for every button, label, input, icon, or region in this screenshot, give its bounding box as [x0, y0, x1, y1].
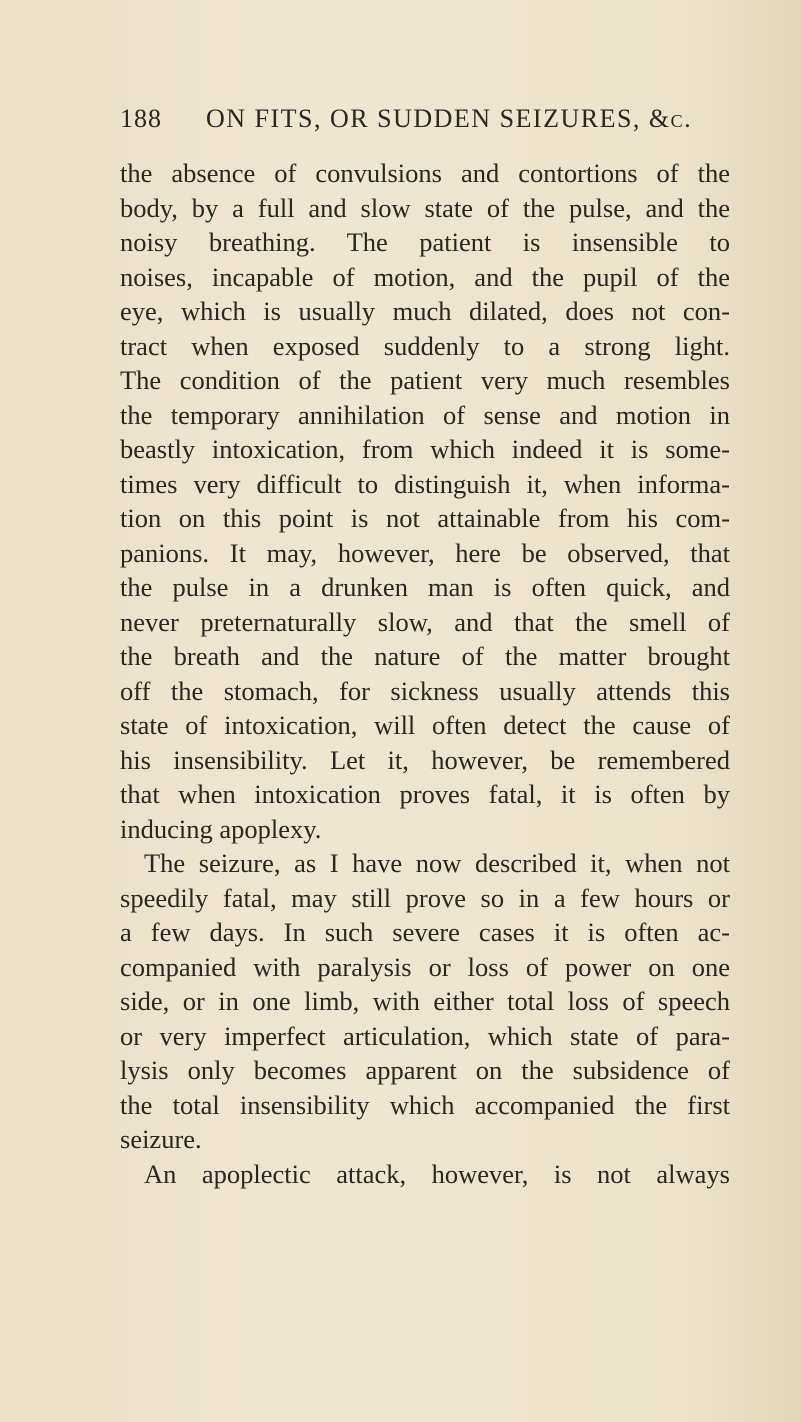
- text-line: the breath and the nature of the matter brought: [120, 641, 730, 671]
- text-line: inducing apoplexy.: [120, 813, 322, 844]
- text-line: or very imperfect articulation, which state of para-: [120, 1020, 730, 1051]
- text-line: side, or in one limb, with either total loss of speech: [120, 986, 730, 1016]
- text-line: panions. It may, however, here be observed, that: [120, 537, 730, 568]
- text-line: state of intoxication, will often detect the cause of: [120, 710, 730, 740]
- text-line: An apoplectic attack, however, is not always: [144, 1158, 730, 1189]
- text-line: times very difficult to distinguish it, when informa-: [120, 468, 730, 499]
- text-line: lysis only becomes apparent on the subsidence of: [120, 1055, 730, 1085]
- text-line: his insensibility. Let it, however, be remembered: [120, 744, 730, 775]
- text-line: tion on this point is not attainable from his com-: [120, 503, 730, 533]
- text-line: the pulse in a drunken man is often quick, and: [120, 572, 730, 602]
- text-line: that when intoxication proves fatal, it is often by: [120, 779, 730, 809]
- page-number: 188: [120, 104, 162, 133]
- text-line: beastly intoxication, from which indeed it is some-: [120, 434, 730, 464]
- page-header: [120, 104, 720, 144]
- text-line: never preternaturally slow, and that the smell of: [120, 606, 730, 637]
- text-line: speedily fatal, may still prove so in a few hours or: [120, 882, 730, 913]
- text-line: off the stomach, for sickness usually attends this: [120, 675, 730, 706]
- text-line: the temporary annihilation of sense and motion in: [120, 399, 730, 430]
- text-line: The condition of the patient very much resembles: [120, 365, 730, 395]
- running-head: ON FITS, OR SUDDEN SEIZURES, &c.: [206, 104, 693, 133]
- text-line: a few days. In such severe cases it is often ac-: [120, 917, 730, 947]
- text-line: eye, which is usually much dilated, does not con-: [120, 296, 730, 326]
- text-line: noises, incapable of motion, and the pupil of the: [120, 261, 730, 292]
- text-line: the absence of convulsions and contortions of the: [120, 158, 730, 188]
- text-line: The seizure, as I have now described it, when not: [144, 848, 730, 878]
- text-line: companied with paralysis or loss of power on one: [120, 951, 730, 982]
- text-line: body, by a full and slow state of the pulse, and the: [120, 192, 730, 223]
- text-line: noisy breathing. The patient is insensible to: [120, 227, 730, 257]
- body-text: [120, 156, 730, 1191]
- text-line: seizure.: [120, 1124, 202, 1154]
- text-line: the total insensibility which accompanied the first: [120, 1089, 730, 1120]
- text-line: tract when exposed suddenly to a strong light.: [120, 330, 730, 361]
